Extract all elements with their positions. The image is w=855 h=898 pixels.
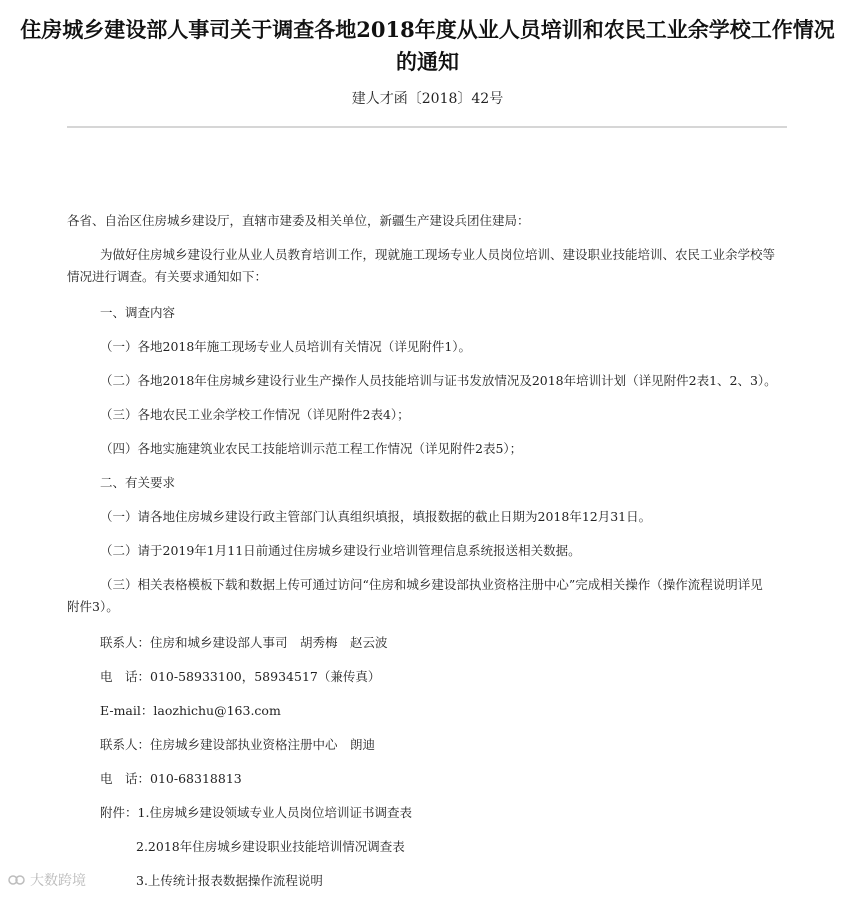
page-title: 住房城乡建设部人事司关于调查各地2018年度从业人员培训和农民工业余学校工作情况的通知 <box>20 17 835 74</box>
contact-line <box>100 700 281 722</box>
contact-value: 住房和城乡建设部人事司 胡秀梅 赵云波 <box>150 635 388 650</box>
attachments-label: 附件： <box>100 805 138 820</box>
contact-label: 联系人： <box>100 635 151 650</box>
survey-item: （四）各地实施建筑业农民工技能培训示范工程工作情况（详见附件2表5）； <box>100 441 523 456</box>
survey-item: （一）各地2018年施工现场专业人员培训有关情况（详见附件1）。 <box>100 339 472 354</box>
contact-label: 电 话： <box>100 669 151 684</box>
requirement-item: （三）相关表格模板下载和数据上传可通过访问“住房和城乡建设部执业资格注册中心”完成相关操作（操作流程说明详见附件3）。 <box>67 577 763 614</box>
contact-label: E-mail： <box>100 703 154 718</box>
attachment-item[interactable]: 1.住房城乡建设领域专业人员岗位培训证书调查表 <box>137 805 412 820</box>
survey-item: （三）各地农民工业余学校工作情况（详见附件2表4）； <box>100 407 410 422</box>
contact-line <box>100 666 380 688</box>
contact-label: 电 话： <box>100 771 151 786</box>
intro-paragraph: 为做好住房城乡建设行业从业人员教育培训工作，现就施工现场专业人员岗位培训、建设职业技能培训、农民工业余学校等情况进行调查。有关要求通知如下： <box>67 247 776 284</box>
document-number: 建人才函〔2018〕42号 <box>351 91 504 107</box>
contact-value: 010-58933100，58934517（兼传真） <box>150 669 381 684</box>
section-heading-survey: 一、调查内容 <box>100 305 176 320</box>
contact-label: 联系人： <box>100 737 151 752</box>
contact-value: 010-68318813 <box>150 771 242 786</box>
watermark-logo-icon <box>8 873 26 887</box>
survey-item: （二）各地2018年住房城乡建设行业生产操作人员技能培训与证书发放情况及2018年培训计划（详见附件2表1、2、3）。 <box>100 373 777 388</box>
attachments-line <box>100 802 412 824</box>
requirement-item: （一）请各地住房城乡建设行政主管部门认真组织填报，填报数据的截止日期为2018年12月31日。 <box>100 509 652 524</box>
contact-value: 住房城乡建设部执业资格注册中心 朗迪 <box>150 737 376 752</box>
watermark <box>8 870 86 890</box>
requirement-item: （二）请于2019年1月11日前通过住房城乡建设行业培训管理信息系统报送相关数据。 <box>100 543 581 558</box>
attachment-item[interactable]: 2.2018年住房城乡建设职业技能培训情况调查表 <box>136 839 405 854</box>
contact-line <box>100 734 375 756</box>
email-link[interactable]: laozhichu@163.com <box>153 703 281 718</box>
salutation: 各省、自治区住房城乡建设厅，直辖市建委及相关单位，新疆生产建设兵团住建局： <box>67 213 530 228</box>
contact-line <box>100 768 242 790</box>
watermark-text: 大数跨境 <box>30 873 86 889</box>
contact-line <box>100 632 388 654</box>
section-heading-requirements: 二、有关要求 <box>100 475 176 490</box>
title-divider <box>67 126 787 128</box>
attachment-item[interactable]: 3.上传统计报表数据操作流程说明 <box>136 873 323 888</box>
